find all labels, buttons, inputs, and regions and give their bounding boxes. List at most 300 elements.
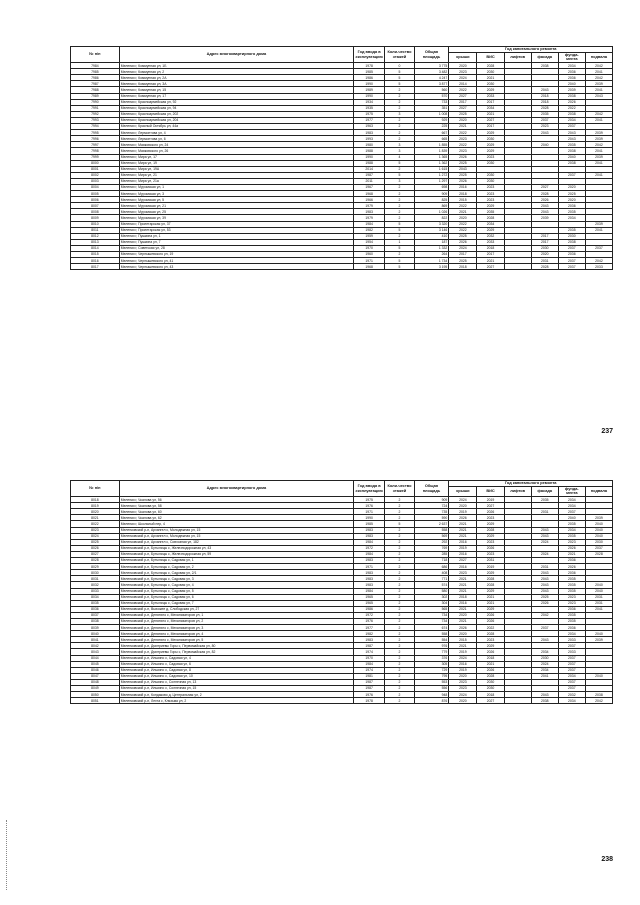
vis-year-cell: 2028 [477,631,504,637]
year-cell: 1990 [353,93,384,99]
facade-year-cell: 2024 [531,551,558,557]
floors-cell: 2 [385,618,414,624]
facade-year-cell: 2035 [531,111,558,117]
address-cell: Меленки г, Коммунная ул, 3А [119,81,353,87]
row-number-cell: 8028 [71,558,120,564]
header-lift: лифтов [504,486,531,496]
header-roof: крыши [449,486,477,496]
row-number-cell: 8004 [71,184,120,190]
foundation-year-cell: 2034 [558,503,585,509]
roof-year-cell: 2016 [449,600,477,606]
repair-table-page-237 [70,46,613,270]
header-repair-group: Год капитального ремонта [449,481,613,487]
header-num: № п/п [71,47,120,63]
basement-year-cell: 2041 [585,69,612,75]
year-cell: 1960 [353,252,384,258]
foundation-year-cell: 2035 [558,576,585,582]
basement-year-cell: 2039 [585,154,612,160]
basement-year-cell: 2028 [585,551,612,557]
basement-year-cell: 2040 [585,673,612,679]
area-cell: 305 [414,661,449,667]
row-number-cell: 7998 [71,148,120,154]
vis-year-cell: 2034 [477,105,504,111]
year-cell: 1963 [353,124,384,130]
basement-year-cell: 2042 [585,111,612,117]
basement-year-cell: 2039 [585,221,612,227]
area-cell: 822 [414,215,449,221]
floors-cell: 2 [385,594,414,600]
address-cell: Меленковский р-н, Бутылицы с, Садовая ул, 7 [119,600,353,606]
basement-year-cell: 2042 [585,698,612,704]
vis-year-cell: 2023 [477,197,504,203]
facade-year-cell: 2024 [531,661,558,667]
area-cell: 734 [414,618,449,624]
roof-year-cell: 2022 [449,221,477,227]
year-cell: 1979 [353,215,384,221]
roof-year-cell: 2020 [449,215,477,221]
vis-year-cell: 2029 [477,533,504,539]
floors-cell: 5 [385,81,414,87]
basement-year-cell: 2041 [585,160,612,166]
row-number-cell: 8042 [71,643,120,649]
basement-year-cell: 2039 [585,637,612,643]
area-cell: 1 734 [414,258,449,264]
floors-cell: 3 [385,178,414,184]
address-cell: Меленки г, Мира ул, 21а [119,178,353,184]
address-cell: Меленковский р-н, Илькино с, Садовая ул, 10 [119,673,353,679]
foundation-year-cell: 2034 [558,631,585,637]
facade-year-cell: 2017 [531,239,558,245]
foundation-year-cell: 2039 [558,87,585,93]
area-cell: 909 [414,497,449,503]
header-vis: ВИС [477,486,504,496]
foundation-year-cell: 2040 [558,515,585,521]
floors-cell: 2 [385,509,414,515]
row-number-cell: 8010 [71,221,120,227]
address-cell: Меленки г, Мира ул, 19А [119,166,353,172]
area-cell: 876 [414,698,449,704]
year-cell: 1965 [353,600,384,606]
foundation-year-cell: 2035 [558,582,585,588]
address-cell: Меленковский р-н, Илькино с, Садовая ул, 4 [119,655,353,661]
address-cell: Меленковский р-н, Дмитриевы Горы с, Первомайская ул, 82 [119,649,353,655]
foundation-year-cell: 2035 [558,209,585,215]
area-cell: 1 839 [414,148,449,154]
roof-year-cell: 2021 [449,576,477,582]
area-cell: 565 [414,606,449,612]
register-page-237 [70,46,613,270]
vis-year-cell: 2019 [477,497,504,503]
row-number-cell: 8047 [71,673,120,679]
basement-year-cell: 2039 [585,130,612,136]
area-cell: 1 297 [414,178,449,184]
table-body [71,497,613,704]
area-cell: 724 [414,503,449,509]
roof-year-cell: 2022 [449,87,477,93]
foundation-year-cell: 2023 [558,539,585,545]
area-cell: 3 195 [414,264,449,270]
facade-year-cell: 2018 [531,99,558,105]
roof-year-cell: 2027 [449,558,477,564]
year-cell: 1983 [353,558,384,564]
vis-year-cell: 2030 [477,69,504,75]
roof-year-cell: 2018 [449,191,477,197]
basement-year-cell: 2042 [585,258,612,264]
area-cell: 3 320 [414,221,449,227]
row-number-cell: 8022 [71,521,120,527]
row-number-cell: 8012 [71,233,120,239]
basement-year-cell: 2043 [585,93,612,99]
floors-cell: 2 [385,649,414,655]
row-number-cell: 7991 [71,105,120,111]
basement-year-cell: 2040 [585,582,612,588]
area-cell: 558 [414,527,449,533]
foundation-year-cell: 2035 [558,618,585,624]
roof-year-cell: 2021 [449,527,477,533]
year-cell: 1988 [353,148,384,154]
year-cell: 1990 [353,515,384,521]
floors-cell: 5 [385,227,414,233]
facade-year-cell: 2026 [531,197,558,203]
floors-cell: 5 [385,75,414,81]
year-cell: 1985 [353,69,384,75]
vis-year-cell: 2023 [477,191,504,197]
area-cell: 410 [414,233,449,239]
basement-year-cell: 2041 [585,227,612,233]
foundation-year-cell: 2037 [558,667,585,673]
basement-year-cell: 2041 [585,172,612,178]
basement-year-cell: 2041 [585,87,612,93]
floors-cell: 2 [385,533,414,539]
vis-year-cell: 2019 [477,564,504,570]
roof-year-cell: 2020 [449,612,477,618]
header-year: Год ввода в эксплуатацию [353,481,384,497]
vis-year-cell: 2027 [477,698,504,704]
header-floors: Коли-чество этажей [385,47,414,63]
foundation-year-cell: 2035 [558,588,585,594]
roof-year-cell: 2021 [449,588,477,594]
year-cell: 1993 [353,136,384,142]
address-cell: Меленки г, Красноармейская ул, 94 [119,105,353,111]
year-cell: 1968 [353,264,384,270]
area-cell: 2 637 [414,521,449,527]
header-vis: ВИС [477,52,504,62]
vis-year-cell: 2029 [477,148,504,154]
foundation-year-cell: 2033 [558,649,585,655]
address-cell: Меленки г, Чернышевского ул, 41 [119,258,353,264]
floors-cell: 5 [385,264,414,270]
area-cell: 1 362 [414,160,449,166]
year-cell: 1986 [353,75,384,81]
roof-year-cell: 2026 [449,154,477,160]
floors-cell: 2 [385,600,414,606]
year-cell: 1982 [353,227,384,233]
floors-cell: 5 [385,172,414,178]
foundation-year-cell: 2036 [558,558,585,564]
area-cell: 667 [414,130,449,136]
row-number-cell: 8017 [71,264,120,270]
floors-cell: 5 [385,245,414,251]
vis-year-cell: 2023 [477,154,504,160]
year-cell: 1976 [353,618,384,624]
vis-year-cell: 2021 [477,600,504,606]
address-cell: Меленковский р-н, Кондаково д, Центральная ул, 2 [119,692,353,698]
facade-year-cell: 2020 [531,252,558,258]
roof-year-cell: 2023 [449,570,477,576]
floors-cell: 2 [385,625,414,631]
foundation-year-cell: 2023 [558,600,585,606]
row-number-cell: 8041 [71,637,120,643]
header-facade: фасада [531,486,558,496]
address-cell: Меленковский р-н, Илькино с, Садовая ул, 8 [119,667,353,673]
vis-year-cell: 2030 [477,686,504,692]
row-number-cell: 8023 [71,527,120,533]
facade-year-cell: 2043 [531,570,558,576]
year-cell: 1959 [353,233,384,239]
address-cell: Меленковский р-н, Илькино с, Садовая ул, 6 [119,661,353,667]
foundation-year-cell: 2026 [558,545,585,551]
row-number-cell: 8034 [71,594,120,600]
facade-year-cell: 2043 [531,203,558,209]
foundation-year-cell: 2037 [558,258,585,264]
row-number-cell: 8006 [71,197,120,203]
address-cell: Меленковский р-н, Бутылицы с, Садовая ул, 5 [119,588,353,594]
vis-year-cell: 2023 [477,539,504,545]
row-number-cell: 8021 [71,515,120,521]
year-cell: 1984 [353,551,384,557]
address-cell: Меленковский р-н, Денятино с, Механизаторов ул, 5 [119,637,353,643]
repair-table-page-238 [70,480,613,704]
vis-year-cell: 2021 [477,661,504,667]
vis-year-cell: 2030 [477,81,504,87]
area-cell: 674 [414,625,449,631]
roof-year-cell: 2016 [449,539,477,545]
facade-year-cell: 2031 [531,509,558,515]
floors-cell: 2 [385,136,414,142]
year-cell: 1976 [353,692,384,698]
roof-year-cell: 2017 [449,99,477,105]
roof-year-cell: 2020 [449,117,477,123]
year-cell: 1983 [353,576,384,582]
roof-year-cell: 2020 [449,673,477,679]
address-cell: Меленки г, Чкалова ул, 56 [119,497,353,503]
row-number-cell: 8019 [71,503,120,509]
roof-year-cell: 2025 [449,258,477,264]
year-cell: 1977 [353,625,384,631]
row-number-cell: 8000 [71,160,120,166]
row-number-cell: 8038 [71,618,120,624]
basement-year-cell: 2040 [585,533,612,539]
floors-cell: 3 [385,111,414,117]
area-cell: 590 [414,515,449,521]
row-number-cell: 8031 [71,576,120,582]
roof-year-cell: 2022 [449,227,477,233]
year-cell: 1975 [353,497,384,503]
year-cell: 1978 [353,63,384,69]
floors-cell: 2 [385,191,414,197]
foundation-year-cell: 2038 [558,93,585,99]
vis-year-cell: 2027 [477,264,504,270]
year-cell: 1982 [353,631,384,637]
address-cell: Меленки г, Коммунная ул, 17 [119,93,353,99]
address-cell: Меленки г, Маяковского ул, 24 [119,142,353,148]
year-cell: 2014 [353,166,384,172]
address-cell: Меленковский р-н, Бутылицы с, Железнодорожная ул, 59 [119,551,353,557]
address-cell: Меленковский р-н, Денятино с, Механизаторов ул, 2 [119,618,353,624]
year-cell: 1986 [353,606,384,612]
address-cell: Меленковский р-н, Илькино с, Солнечная ул, 13 [119,679,353,685]
foundation-year-cell: 2034 [558,673,585,679]
row-number-cell: 8039 [71,625,120,631]
area-cell: 734 [414,612,449,618]
roof-year-cell: 2021 [449,124,477,130]
vis-year-cell: 2028 [477,576,504,582]
address-cell: Меленковский р-н, Выхожее д, Слободская ул, 27 [119,606,353,612]
lift-year-cell [504,698,531,704]
vis-year-cell: 2029 [477,643,504,649]
roof-year-cell: 2020 [449,503,477,509]
address-cell: Меленки г, Муромская ул, 3 [119,191,353,197]
row-number-cell: 8045 [71,661,120,667]
area-cell: 3 146 [414,227,449,233]
roof-year-cell: 2015 [449,637,477,643]
year-cell: 1971 [353,564,384,570]
foundation-year-cell: 2038 [558,111,585,117]
header-basement: подвала [585,52,612,62]
address-cell: Меленки г, Коммунная ул, 1Б [119,63,353,69]
foundation-year-cell: 2026 [558,564,585,570]
roof-year-cell: 2016 [449,661,477,667]
facade-year-cell: 2043 [531,87,558,93]
address-cell: Меленковский р-н, Бутылицы с, Садовая ул, 2/1 [119,570,353,576]
vis-year-cell: 2017 [477,99,504,105]
roof-year-cell: 2023 [449,686,477,692]
year-cell: 1983 [353,527,384,533]
foundation-year-cell: 2037 [558,643,585,649]
roof-year-cell: 2023 [449,69,477,75]
row-number-cell: 8040 [71,631,120,637]
address-cell: Меленки г, Советская ул, 28 [119,245,353,251]
facade-year-cell: 2043 [531,637,558,643]
address-cell: Меленковский р-н, Бутылицы с, Садовая ул, 6 [119,594,353,600]
floors-cell: 2 [385,551,414,557]
address-cell: Меленки г, Лермонтова ул, 4 [119,130,353,136]
row-number-cell: 8020 [71,509,120,515]
facade-year-cell: 2018 [531,93,558,99]
address-cell: Меленки г, Муромская ул, 39 [119,215,353,221]
area-cell: 869 [414,203,449,209]
basement-year-cell: 2033 [585,264,612,270]
header-foundation: фунда-мента [558,52,585,62]
year-cell: 1977 [353,117,384,123]
table-header [71,47,613,63]
roof-year-cell: 2020 [449,63,477,69]
vis-year-cell: 2028 [477,215,504,221]
floors-cell: 2 [385,166,414,172]
vis-year-cell: 2026 [477,509,504,515]
vis-year-cell: 2026 [477,618,504,624]
foundation-year-cell: 2037 [558,655,585,661]
page-number: 237 [601,428,613,435]
roof-year-cell: 2024 [449,75,477,81]
area-cell: 560 [414,87,449,93]
area-cell: 1 365 [414,154,449,160]
floors-cell: 2 [385,698,414,704]
header-floors: Коли-чество этажей [385,481,414,497]
roof-year-cell: 2022 [449,142,477,148]
floors-cell: 2 [385,576,414,582]
row-number-cell: 8033 [71,588,120,594]
floors-cell: 5 [385,258,414,264]
facade-year-cell: 2042 [531,612,558,618]
roof-year-cell: 2024 [449,692,477,698]
row-number-cell: 7994 [71,124,120,130]
header-facade: фасада [531,52,558,62]
vis-year-cell: 2029 [477,227,504,233]
floors-cell: 2 [385,117,414,123]
vis-year-cell: 2033 [477,93,504,99]
area-cell: 574 [414,582,449,588]
year-cell: 2011 [353,178,384,184]
facade-year-cell: 2023 [531,124,558,130]
floors-cell: 2 [385,497,414,503]
address-cell: Меленки г, Пролетарская ул, 53 [119,227,353,233]
scan-edge-mark [6,820,8,890]
foundation-year-cell: 2038 [558,239,585,245]
basement-year-cell: 2031 [585,600,612,606]
facade-year-cell: 2040 [531,142,558,148]
foundation-year-cell: 2038 [558,148,585,154]
foundation-year-cell: 2037 [558,172,585,178]
row-number-cell: 8013 [71,239,120,245]
address-cell: Меленковский р-н, Денятино с, Механизаторов ул, 3 [119,625,353,631]
area-cell: 698 [414,184,449,190]
page-number: 238 [601,856,613,863]
area-cell: 264 [414,252,449,258]
foundation-year-cell: 2036 [558,75,585,81]
floors-cell: 2 [385,686,414,692]
address-cell: Меленки г, Красноармейская ул, 202 [119,111,353,117]
vis-year-cell: 2030 [477,172,504,178]
address-cell: Меленки г, Маяковского ул, 26 [119,148,353,154]
floors-cell: 2 [385,184,414,190]
floors-cell: 4 [385,154,414,160]
roof-year-cell: 2025 [449,172,477,178]
floors-cell: 2 [385,93,414,99]
basement-year-cell: 2041 [585,606,612,612]
year-cell: 1979 [353,203,384,209]
basement-year-cell: 2042 [585,142,612,148]
floors-cell: 3 [385,148,414,154]
row-number-cell: 8003 [71,178,120,184]
foundation-year-cell: 2038 [558,160,585,166]
foundation-year-cell: 2036 [558,625,585,631]
roof-year-cell: 2019 [449,649,477,655]
foundation-year-cell: 2035 [558,533,585,539]
roof-year-cell: 2019 [449,509,477,515]
row-number-cell: 7999 [71,154,120,160]
roof-year-cell: 2026 [449,515,477,521]
vis-year-cell: 2026 [477,667,504,673]
area-cell: 1 272 [414,172,449,178]
year-cell: 1990 [353,81,384,87]
foundation-year-cell: 2023 [558,594,585,600]
row-number-cell: 8029 [71,564,120,570]
header-foundation: фунда-мента [558,486,585,496]
address-cell: Меленки г, Школьный пер, 4 [119,521,353,527]
foundation-year-cell: 2036 [558,69,585,75]
row-number-cell: 8043 [71,649,120,655]
